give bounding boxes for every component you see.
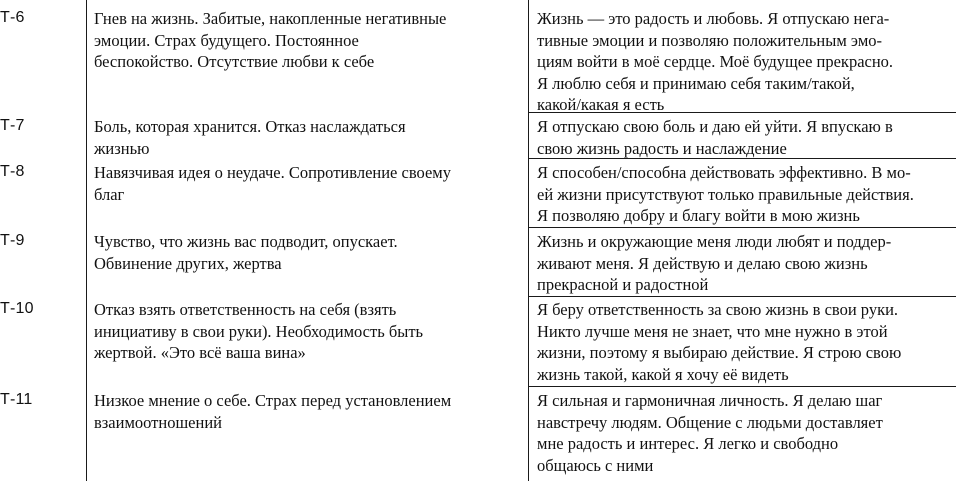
affirmation-line: навстречу людям. Общение с людьми доставляет	[537, 412, 883, 432]
affirmation-line: циям войти в моё сердце. Моё будущее прекрасно.	[537, 52, 894, 71]
column-divider-right	[528, 0, 529, 481]
row-code: Т-7	[0, 117, 25, 134]
problem-line: благ	[94, 184, 125, 204]
row-separator	[529, 227, 956, 228]
problem-line: Обвинение других, жертва	[94, 253, 282, 273]
affirmation-line: Я беру ответственность за свою жизнь в свои руки.	[537, 300, 899, 319]
affirmation-line: Я способен/способна действовать эффективно. В мо-	[537, 163, 911, 182]
row-code: Т-11	[0, 391, 33, 408]
affirmation-line: общаюсь с ними	[537, 455, 654, 475]
problem-line: Чувство, что жизнь вас подводит, опускает.	[94, 232, 398, 251]
affirmation-line: свою жизнь радость и наслаждение	[537, 138, 787, 158]
affirmation-line: тивные эмоции и позволяю положительным эмо-	[537, 30, 883, 50]
affirmation-line: жизни, поэтому я выбираю действие. Я строю свою	[537, 343, 902, 362]
affirmation-line: Жизнь и окружающие меня люди любят и поддер-	[537, 232, 892, 251]
affirmation-cell	[537, 299, 955, 385]
problem-line: взаимоотношений	[94, 412, 222, 432]
row-separator	[529, 386, 956, 387]
affirmation-line: Я сильная и гармоничная личность. Я делаю шаг	[537, 391, 883, 410]
problem-line: Боль, которая хранится. Отказ наслаждаться	[94, 117, 406, 136]
affirmation-line: Я позволяю добру и благу войти в мою жизнь	[537, 206, 860, 225]
problem-cell	[94, 231, 510, 274]
problem-line: инициативу в свои руки). Необходимость быть	[94, 321, 424, 341]
affirmation-line: мне радость и интерес. Я легко и свободно	[537, 434, 839, 453]
problem-line: жизнью	[94, 138, 150, 158]
affirmation-cell	[537, 8, 955, 116]
column-divider-left	[86, 0, 87, 481]
row-code: Т-6	[0, 9, 25, 26]
problem-cell	[94, 299, 510, 364]
affirmation-line: Жизнь — это радость и любовь. Я отпускаю нега-	[537, 9, 890, 28]
affirmation-line: какой/какая я есть	[537, 95, 665, 114]
affirmation-cell	[537, 231, 955, 296]
row-code: Т-10	[0, 300, 34, 317]
problem-line: жертвой. «Это всё ваша вина»	[94, 343, 306, 362]
affirmation-line: Никто лучше меня не знает, что мне нужно в этой	[537, 321, 888, 341]
affirmation-line: живают меня. Я действую и делаю свою жизнь	[537, 253, 868, 273]
affirmation-line: прекрасной и радостной	[537, 275, 709, 294]
problem-line: Низкое мнение о себе. Страх перед установлением	[94, 391, 452, 410]
problem-cell	[94, 162, 510, 205]
problem-line: Гнев на жизнь. Забитые, накопленные негативные	[94, 9, 447, 28]
affirmation-cell	[537, 116, 955, 159]
affirmation-line: жизнь такой, какой я хочу её видеть	[537, 364, 789, 384]
row-code: Т-8	[0, 163, 25, 180]
problem-cell	[94, 390, 510, 433]
problem-line: Навязчивая идея о неудаче. Сопротивление своему	[94, 163, 451, 182]
row-separator	[529, 296, 956, 297]
affirmation-cell	[537, 162, 955, 227]
problem-cell	[94, 116, 510, 159]
affirmation-cell	[537, 390, 955, 476]
problem-cell	[94, 8, 510, 73]
affirmation-line: Я отпускаю свою боль и даю ей уйти. Я впускаю в	[537, 117, 893, 136]
problem-line: Отказ взять ответственность на себя (взять	[94, 300, 397, 319]
row-separator	[529, 112, 956, 113]
affirmation-line: Я люблю себя и принимаю себя таким/такой,	[537, 73, 855, 93]
affirmation-line: ей жизни присутствуют только правильные действия.	[537, 184, 914, 204]
row-separator	[529, 158, 956, 159]
problem-line: эмоции. Страх будущего. Постоянное	[94, 30, 359, 50]
problem-line: беспокойство. Отсутствие любви к себе	[94, 52, 375, 71]
row-code: Т-9	[0, 232, 25, 249]
